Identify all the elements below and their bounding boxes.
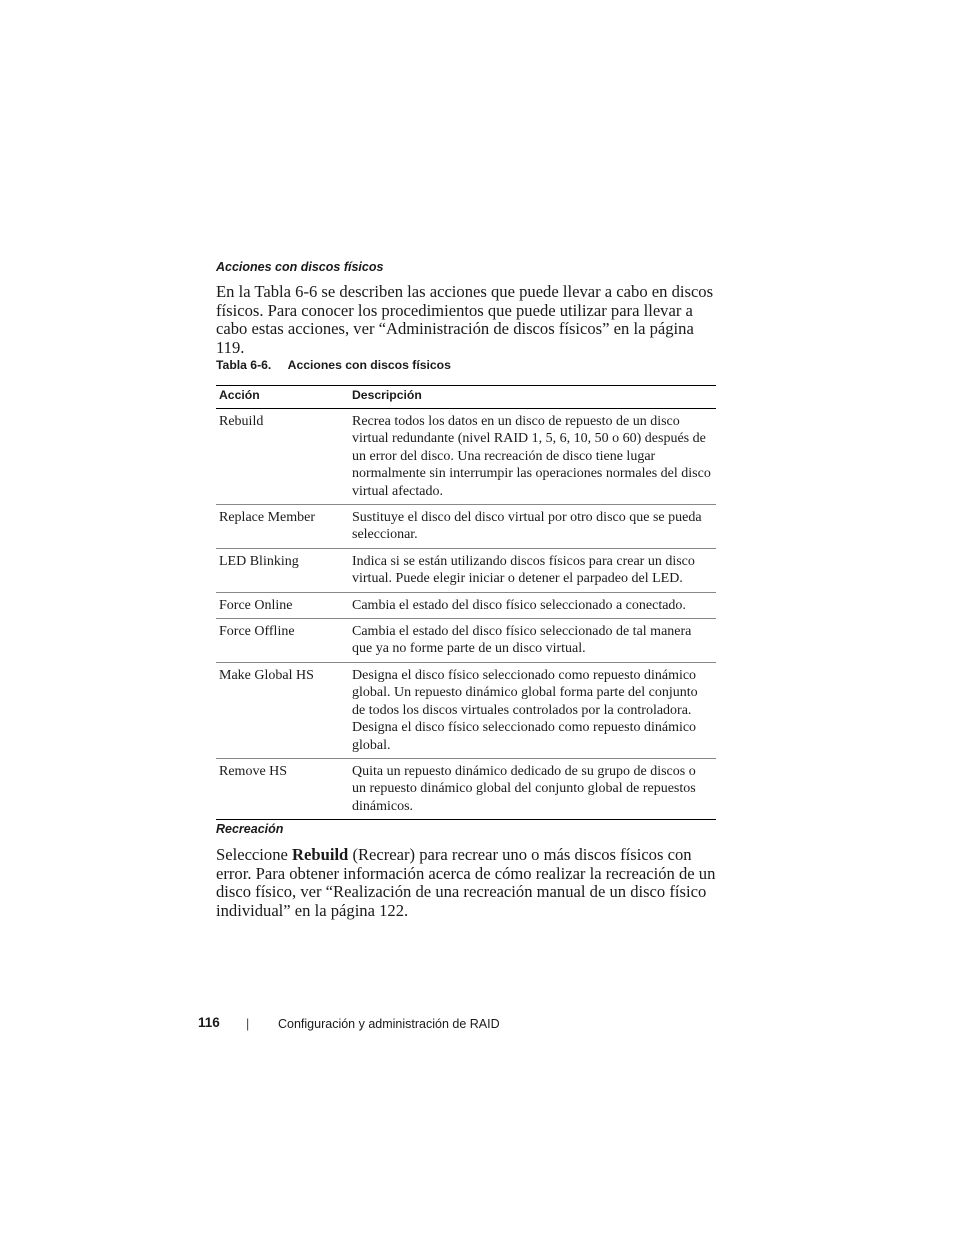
description-cell: Cambia el estado del disco físico seleccionado a conectado. (352, 597, 686, 613)
action-cell: Remove HS (219, 763, 288, 779)
table-caption-number: Tabla 6-6. (216, 358, 272, 372)
description-cell: Recrea todos los datos en un disco de repuesto de un disco virtual redundante (nivel RAID 1, 5, 6, 10, 50 o 60) después de un error del disco. Una recreación de disco tiene lugar normalmente sin interrumpir las operaciones normales del disco virtual afectado. (352, 414, 711, 499)
column-header-description: Descripción (352, 388, 422, 402)
action-cell: Replace Member (219, 510, 316, 526)
intro-paragraph: En la Tabla 6-6 se describen las acciones que puede llevar a cabo en discos físicos. Para conocer los procedimientos que puede utilizar para llevar a cabo estas acciones, ver “Administración de discos físicos” en la página 119. (216, 282, 714, 358)
table-caption (216, 358, 451, 372)
table-row (216, 505, 716, 549)
footer-chapter-title: Configuración y administración de RAID (278, 1017, 500, 1031)
action-cell: Force Online (219, 597, 293, 613)
rebuild-keyword: Rebuild (292, 845, 349, 864)
action-cell: LED Blinking (219, 553, 299, 569)
section-heading-physical-disk-actions: Acciones con discos físicos (216, 260, 384, 274)
table-row (216, 619, 716, 663)
section-heading-rebuild: Recreación (216, 822, 284, 836)
description-cell: Indica si se están utilizando discos físicos para crear un disco virtual. Puede elegir iniciar o detener el parpadeo del LED. (352, 553, 695, 587)
description-cell: Quita un repuesto dinámico dedicado de su grupo de discos o un repuesto dinámico global del conjunto global de repuestos dinámicos. (352, 763, 696, 814)
footer-separator: | (246, 1017, 250, 1031)
rebuild-paragraph (216, 846, 716, 921)
table-header-row (216, 386, 716, 409)
actions-table (216, 385, 716, 820)
table-row (216, 592, 716, 618)
description-cell: Designa el disco físico seleccionado como repuesto dinámico global. Un repuesto dinámico global forma parte del conjunto de todos los discos virtuales controlados por la controladora. Designa el disco físico seleccionado como repuesto dinámico global. (352, 667, 698, 753)
table-row (216, 758, 716, 819)
table-row (216, 409, 716, 505)
description-cell: Cambia el estado del disco físico seleccionado de tal manera que ya no forme parte de un disco virtual. (352, 624, 692, 657)
column-header-action: Acción (219, 388, 260, 402)
table-caption-title: Acciones con discos físicos (287, 358, 451, 372)
action-cell: Force Offline (219, 624, 295, 640)
page-number: 116 (198, 1015, 220, 1030)
action-cell: Rebuild (219, 414, 264, 429)
table-row (216, 662, 716, 758)
rebuild-paragraph-prefix: Seleccione (216, 845, 293, 864)
description-cell: Sustituye el disco del disco virtual por otro disco que se pueda seleccionar. (352, 510, 702, 543)
rebuild-paragraph-suffix: (Recrear) para recrear uno o más discos físicos con error. Para obtener información acerca de cómo realizar la recreación de un disco físico, ver “Realización de una recreación manual de un disco físico individual” en la página 122. (216, 845, 716, 921)
actions-table-wrapper (216, 385, 716, 820)
table-row (216, 548, 716, 592)
action-cell: Make Global HS (219, 667, 314, 683)
